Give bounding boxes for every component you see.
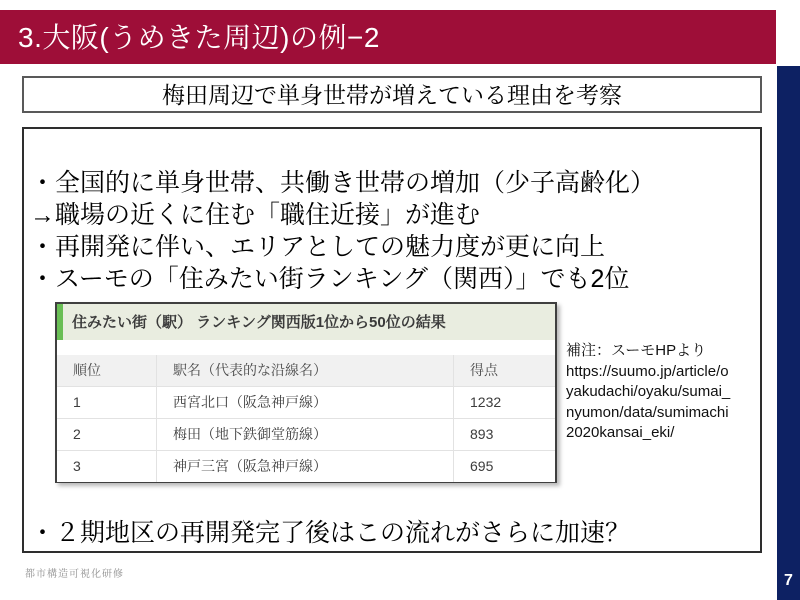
cell-rank: 3: [57, 451, 157, 482]
cell-score: 893: [470, 426, 494, 442]
bullet-line: ・全国的に単身世帯、共働き世帯の増加（少子高齢化）: [30, 169, 656, 197]
cell-rank: 1: [57, 387, 157, 418]
source-note-line: https://suumo.jp/article/o: [566, 362, 729, 380]
cell-station: 神戸三宮（阪急神戸線）: [157, 451, 454, 482]
subtitle-box: [22, 76, 762, 113]
cell-rank: 2: [57, 419, 157, 450]
side-accent-bar: [777, 66, 800, 600]
title-bar: [0, 10, 776, 64]
green-accent-bar: [57, 304, 63, 340]
conclusion-bullet: ・２期地区の再開発完了後はこの流れがさらに加速？: [30, 519, 631, 547]
page-number: 7: [784, 572, 793, 589]
table-row: [57, 418, 555, 450]
bullet-line: ・再開発に伴い、エリアとしての魅力度が更に向上: [30, 233, 606, 261]
cell-station: 西宮北口（阪急神戸線）: [157, 387, 454, 418]
source-note-line: nyumon/data/sumimachi: [566, 403, 729, 421]
source-note-line: 補注：スーモHPより: [566, 342, 707, 359]
content-box: [22, 127, 762, 553]
col-header-station: 駅名（代表的な沿線名）: [157, 355, 454, 386]
col-header-rank: 順位: [57, 355, 157, 386]
ranking-caption: 住みたい街（駅） ランキング関西版1位から50位の結果: [72, 314, 446, 331]
bullet-list: [30, 167, 750, 295]
table-header-row: [57, 355, 555, 386]
source-note-line: 2020kansai_eki/: [566, 424, 675, 441]
slide-subtitle: 梅田周辺で単身世帯が増えている理由を考察: [162, 82, 622, 108]
source-note: [566, 341, 770, 444]
footer-label: 都市構造可視化研修: [25, 569, 124, 580]
table-row: [57, 386, 555, 418]
cell-score: 695: [470, 458, 494, 474]
bullet-line: ・スーモの「住みたい街ランキング（関西）」でも2位: [30, 265, 630, 293]
bullet-line: →職場の近くに住む「職住近接」が進む: [30, 201, 481, 229]
table-row: [57, 450, 555, 482]
ranking-caption-band: [57, 304, 555, 340]
source-note-line: yakudachi/oyaku/sumai_: [566, 383, 731, 400]
cell-station: 梅田（地下鉄御堂筋線）: [157, 419, 454, 450]
ranking-table-screenshot: [55, 302, 557, 483]
ranking-table: [57, 355, 555, 481]
slide-title: 3.大阪(うめきた周辺)の例−2: [18, 22, 380, 53]
cell-score: 1232: [470, 394, 502, 410]
col-header-score: 得点: [470, 362, 498, 378]
